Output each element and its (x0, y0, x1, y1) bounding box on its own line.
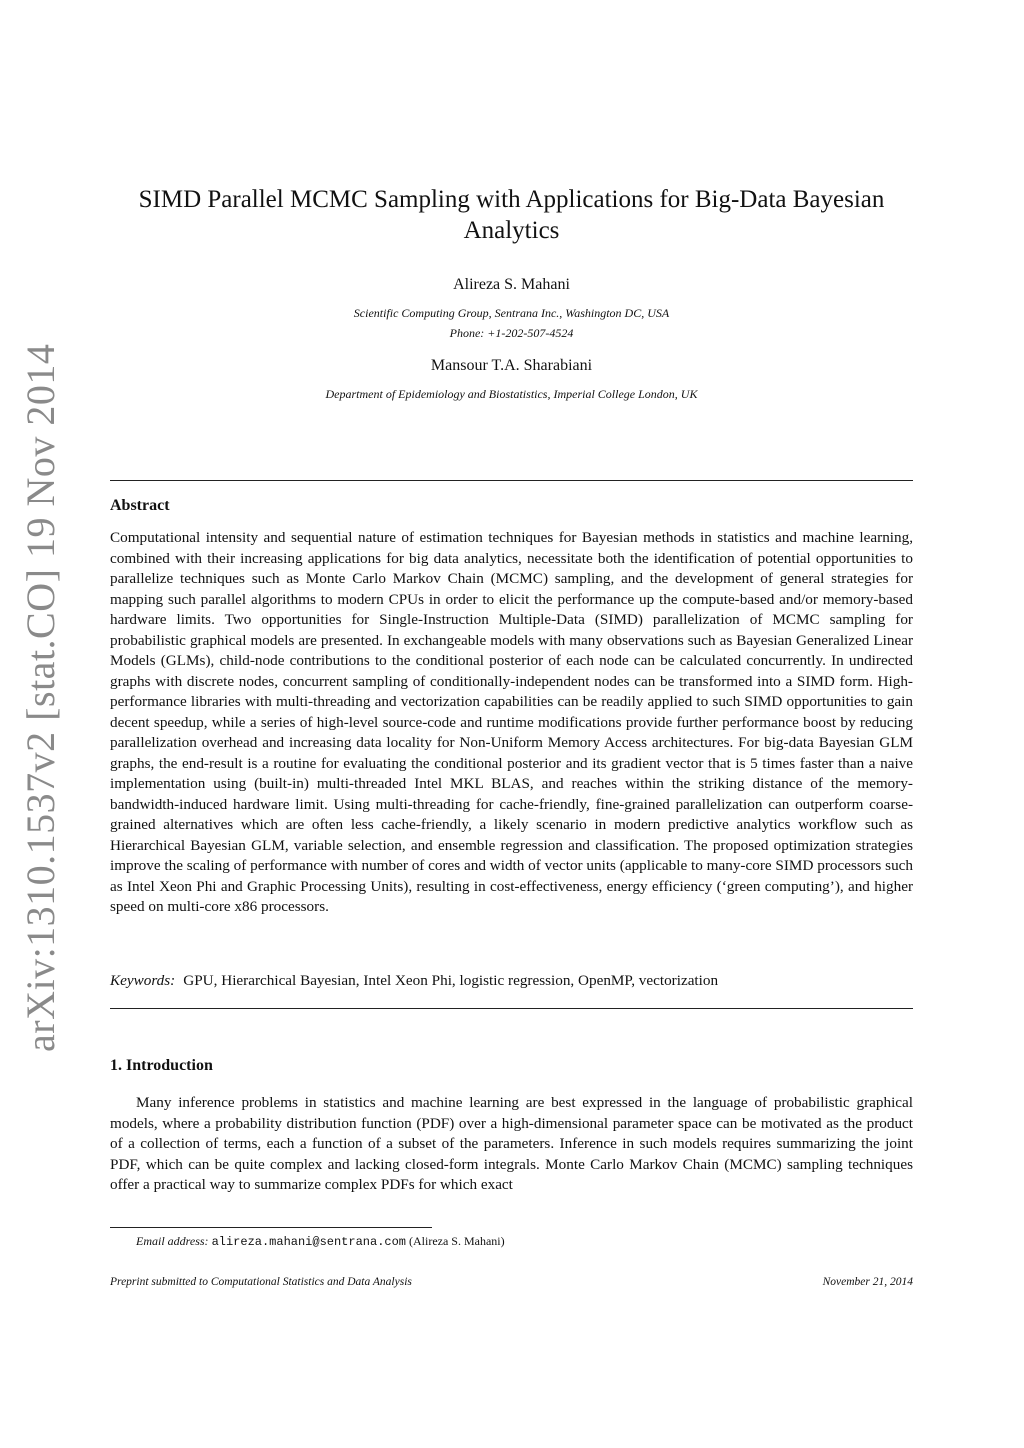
abstract-top-rule (110, 480, 913, 481)
footnote (136, 1234, 505, 1249)
footnote-label: Email address: (136, 1234, 209, 1248)
author-phone-1: Phone: +1-202-507-4524 (449, 326, 574, 340)
paper-title: SIMD Parallel MCMC Sampling with Applications for Big-Data Bayesian Analytics (138, 186, 885, 244)
abstract-text: Computational intensity and sequential nature of estimation techniques for Bayesian methods in statistics and machine learning, combined with their increasing applications for big data analytics, necessitate both the identification of potential opportunities to parallelize techniques such as Monte Carlo Markov Chain (MCMC) sampling, and the development of general strategies for mapping such parallel algorithms to modern CPUs in order to elicit the performance up the compute-based and/or memory-based hardware limits. Two opportunities for Single-Instruction Multiple-Data (SIMD) parallelization of MCMC sampling for probabilistic graphical models are presented. In exchangeable models with many observations such as Bayesian Generalized Linear Models (GLMs), child-node contributions to the conditional posterior of each node can be calculated concurrently. In undirected graphs with discrete nodes, concurrent sampling of conditionally-independent nodes can be transformed into a SIMD form. High-performance libraries with multi-threading and vectorization capabilities can be readily applied to such SIMD opportunities to gain decent speedup, while a series of high-level source-code and runtime modifications provide further performance boost by reducing parallelization overhead and increasing data locality for Non-Uniform Memory Access architectures. For big-data Bayesian GLM graphs, the end-result is a routine for evaluating the conditional posterior and its gradient vector that is 5 times faster than a naive implementation using (built-in) multi-threaded Intel MKL BLAS, and reaches within the striking distance of the memory-bandwidth-induced hardware limit. Using multi-threading for cache-friendly, fine-grained parallelization can outperform coarse-grained alternatives which are often less cache-friendly, a likely scenario in modern predictive analytics workflow such as Hierarchical Bayesian GLM, variable selection, and ensemble regression and classification. The proposed optimization strategies improve the scaling of performance with number of cores and width of vector units (applicable to many-core SIMD processors such as Intel Xeon Phi and Graphic Processing Units), resulting in cost-effectiveness, energy efficiency (‘green computing’), and higher speed on multi-core x86 processors. (110, 529, 913, 915)
author-name-1: Alireza S. Mahani (453, 276, 570, 293)
footnote-email: alireza.mahani@sentrana.com (211, 1235, 406, 1249)
abstract-bottom-rule (110, 1008, 913, 1009)
keywords-label: Keywords: (110, 972, 176, 989)
keywords-line (110, 971, 913, 992)
author-name-2: Mansour T.A. Sharabiani (430, 357, 593, 374)
author-affiliation-1: Scientific Computing Group, Sentrana Inc., Washington DC, USA (353, 306, 670, 320)
author-affiliation-2: Department of Epidemiology and Biostatistics, Imperial College London, UK (325, 387, 698, 401)
introduction-paragraph: Many inference problems in statistics and machine learning are best expressed in the language of probabilistic graphical models, where a probability distribution function (PDF) over a high-dimensional parameter space can be motivated as the product of a collection of terms, each a function of a subset of the parameters. Inference in such models requires summarizing the joint PDF, which can be quite complex and lacking closed-form integrals. Monte Carlo Markov Chain (MCMC) sampling techniques offer a practical way to summarize complex PDFs for which exact (110, 1094, 913, 1194)
section-heading-introduction: 1. Introduction (110, 1057, 213, 1074)
abstract-heading: Abstract (110, 497, 170, 514)
keywords-text: GPU, Hierarchical Bayesian, Intel Xeon Phi, logistic regression, OpenMP, vectorization (183, 972, 719, 989)
footer-date: November 21, 2014 (822, 1276, 913, 1288)
footnote-person: (Alireza S. Mahani) (409, 1234, 505, 1248)
footnote-rule (110, 1227, 432, 1228)
arxiv-identifier-stamp: arXiv:1310.1537v2 [stat.CO] 19 Nov 2014 (18, 343, 63, 1052)
footer-submission-note: Preprint submitted to Computational Statistics and Data Analysis (110, 1276, 412, 1288)
